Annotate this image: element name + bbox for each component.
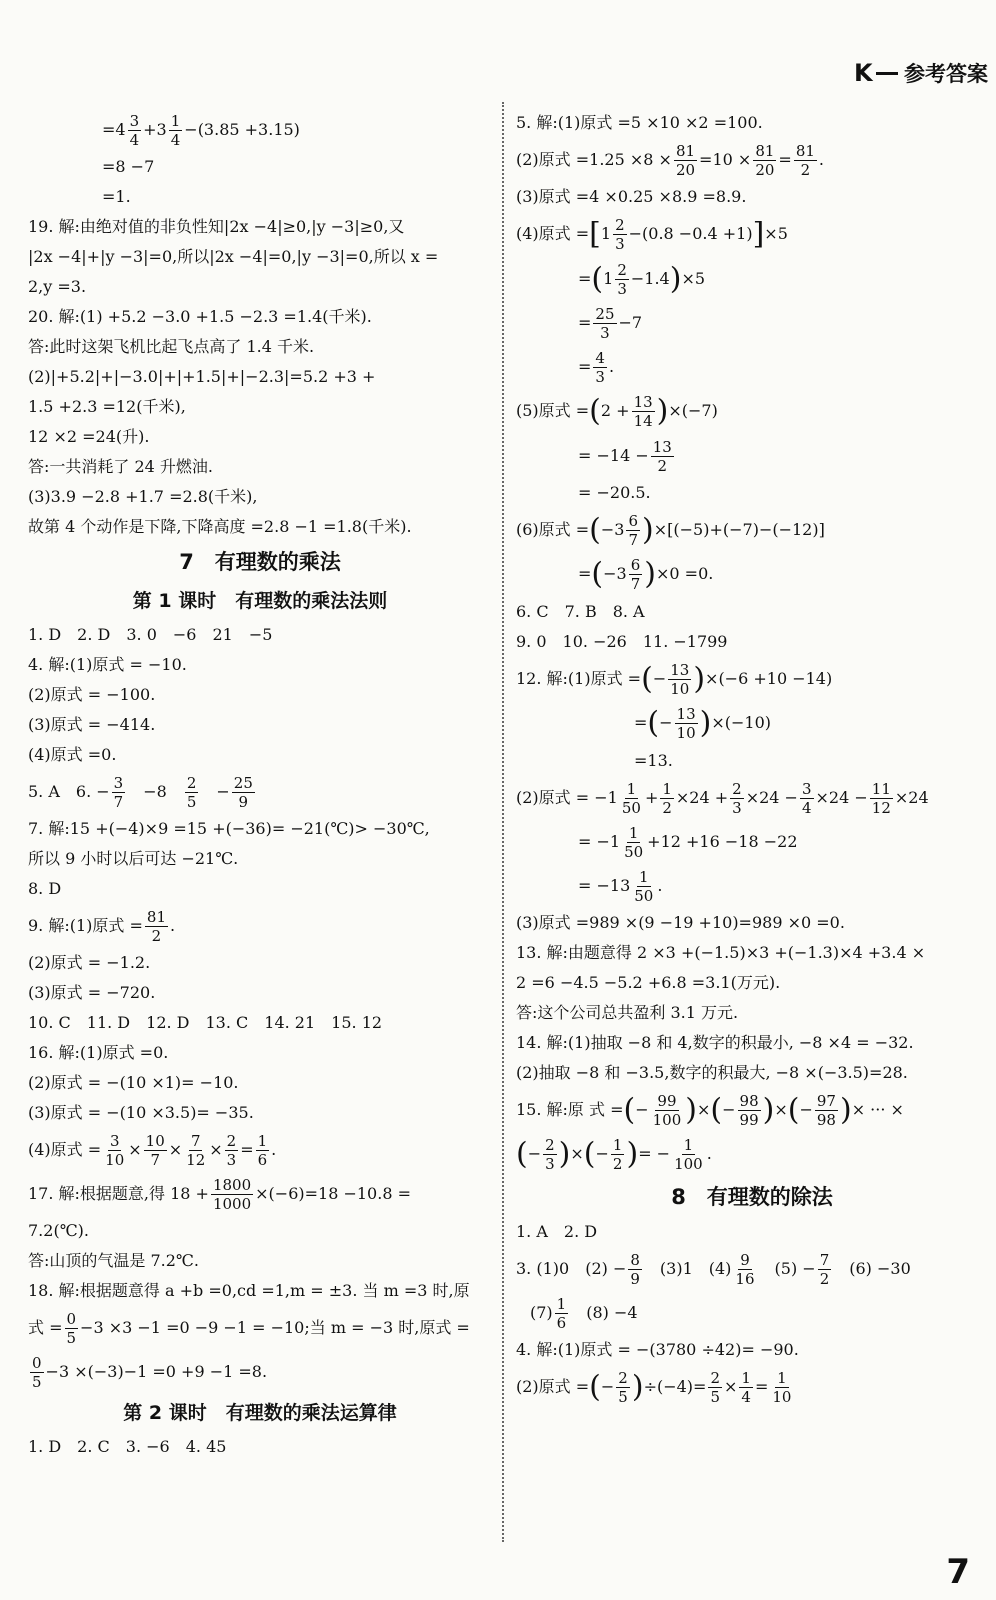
left-column — [28, 108, 492, 1580]
answer-line: 20. 解:(1) +5.2 −3.0 +1.5 −2.3 =1.4(千米). — [28, 307, 372, 326]
answer-line: 9. 0 10. −26 11. −1799 — [516, 631, 728, 651]
answer-line: 12 ×2 =24(升). — [28, 427, 150, 446]
answer-line: (3)原式 =4 ×0.25 ×8.9 =8.9. — [516, 187, 747, 206]
answer-line: 2 =6 −4.5 −5.2 +6.8 =3.1(万元). — [516, 972, 781, 992]
answer-line: 5. A 6. − $\frac{3}{7}$ −8 $\frac{2}{5}$ − $\frac{25}{9}$ — [28, 774, 253, 811]
answer-line: (4)原式 =[1 $\frac{2}{3}$ −(0.8 −0.4 +1)]×5 — [516, 216, 788, 253]
answer-line: 14. 解:(1)抽取 −8 和 4,数字的积最小, −8 ×4 = −32. — [516, 1032, 914, 1052]
answer-line: 2,y =3. — [28, 277, 87, 296]
answer-line: (3)原式 =989 ×(9 −19 +10)=989 ×0 =0. — [516, 912, 845, 932]
answer-line: 8. D — [28, 879, 62, 898]
answer-line: (6)原式 =(−3 $\frac{6}{7}$ )×[(−5)+(−7)−(−12)] — [516, 511, 825, 549]
answer-line: 式 = $\frac{0}{5}$ −3 ×3 −1 =0 −9 −1 = −10;当 m = −3 时,原式 = — [28, 1310, 470, 1347]
answer-line: =(1 $\frac{2}{3}$ −1.4)×5 — [578, 260, 706, 298]
answer-line: = $\frac{25}{3}$ −7 — [578, 305, 643, 342]
answer-line: 18. 解:根据题意得 a +b =0,cd =1,m = ±3. 当 m =3 时,原 — [28, 1281, 470, 1300]
header-title: 参考答案 — [904, 62, 988, 86]
answer-line: (2)原式 = −(10 ×1)= −10. — [28, 1073, 239, 1092]
answer-line: (2)原式 = −1.2. — [28, 953, 151, 972]
answer-line: 19. 解:由绝对值的非负性知|2x −4|≥0,|y −3|≥0,又 — [28, 217, 405, 236]
answer-line: 12. 解:(1)原式 =(− $\frac{13}{10}$ )×(−6 +10 −14) — [516, 660, 833, 698]
answer-line: (3)原式 = −(10 ×3.5)= −35. — [28, 1103, 254, 1122]
answer-line: 故第 4 个动作是下降,下降高度 =2.8 −1 =1.8(千米). — [28, 517, 412, 536]
answer-line: 答:山顶的气温是 7.2℃. — [28, 1251, 199, 1270]
answer-line: (3)3.9 −2.8 +1.7 =2.8(千米), — [28, 487, 258, 506]
answer-line: 4. 解:(1)原式 = −10. — [28, 655, 187, 674]
answer-line: (− $\frac{2}{3}$ )×(− $\frac{1}{2}$ )= − $\frac{1}{100}$ . — [516, 1136, 712, 1173]
answer-line: (2)原式 =1.25 ×8 × $\frac{81}{20}$ =10 × $\frac{81}{20}$ = $\frac{81}{2}$ . — [516, 142, 824, 179]
answer-line: 13. 解:由题意得 2 ×3 +(−1.5)×3 +(−1.3)×4 +3.4 × — [516, 942, 926, 962]
answer-line: (3)原式 = −720. — [28, 983, 156, 1002]
answer-line: 1. A 2. D — [516, 1221, 598, 1241]
answer-line: 1. D 2. C 3. −6 4. 45 — [28, 1437, 227, 1456]
answer-line: =(−3 $\frac{6}{7}$ )×0 =0. — [578, 556, 714, 593]
answer-line: (2)原式 =(− $\frac{2}{5}$ )÷(−4)= $\frac{2}{5}$ × $\frac{1}{4}$ = $\frac{1}{10}$ — [516, 1368, 792, 1406]
answer-line: 所以 9 小时以后可达 −21℃. — [28, 849, 239, 868]
answer-line: (4)原式 =0. — [28, 745, 117, 764]
lesson-title-1: 第 1 课时 有理数的乘法法则 — [132, 590, 388, 612]
answer-line: 答:此时这架飞机比起飞点高了 1.4 千米. — [28, 337, 315, 356]
answer-line: $\frac{0}{5}$ −3 ×(−3)−1 =0 +9 −1 =8. — [32, 1354, 268, 1391]
page-header — [854, 58, 988, 88]
answer-line: (3)原式 = −414. — [28, 715, 156, 734]
column-divider — [502, 102, 504, 1542]
answer-line: 4. 解:(1)原式 = −(3780 ÷42)= −90. — [516, 1339, 799, 1359]
answer-line: = −13 $\frac{1}{50}$ . — [578, 867, 663, 905]
answer-line: (7) $\frac{1}{6}$ (8) −4 — [530, 1294, 638, 1332]
answer-line: 1.5 +2.3 =12(千米), — [28, 397, 186, 416]
answer-line: 9. 解:(1)原式 = $\frac{81}{2}$ . — [28, 908, 176, 945]
brand-logo-icon: K — [854, 62, 898, 84]
answer-line: = $\frac{4}{3}$ . — [578, 349, 615, 386]
page-number: 7 — [946, 1552, 970, 1592]
answer-line: 10. C 11. D 12. D 13. C 14. 21 15. 12 — [28, 1013, 383, 1032]
answer-line: |2x −4|+|y −3|=0,所以|2x −4|=0,|y −3|=0,所以 x = — [28, 247, 439, 266]
answer-line: =4 $\frac{3}{4}$ +3 $\frac{1}{4}$ −(3.85 +3.15) — [102, 112, 300, 149]
answer-line: (2)抽取 −8 和 −3.5,数字的积最大, −8 ×(−3.5)=28. — [516, 1062, 908, 1082]
lesson-title-2: 第 2 课时 有理数的乘法运算律 — [123, 1402, 397, 1424]
answer-line: 15. 解:原 式 =(− $\frac{99}{100}$ )×(− $\frac{98}{99}$ )×(− $\frac{97}{98}$ )× ··· × — [516, 1091, 904, 1129]
answer-line: 7. 解:15 +(−4)×9 =15 +(−36)= −21(℃)> −30℃, — [28, 819, 430, 838]
answer-line: 5. 解:(1)原式 =5 ×10 ×2 =100. — [516, 113, 763, 132]
answer-line: 17. 解:根据题意,得 18 + $\frac{1800}{1000}$ ×(−6)=18 −10.8 = — [28, 1176, 411, 1213]
answer-line: = −14 − $\frac{13}{2}$ — [578, 437, 672, 475]
answer-line: (2)原式 = −1 $\frac{1}{50}$ + $\frac{1}{2}$ ×24 + $\frac{2}{3}$ ×24 − $\frac{3}{4}$ ×24 − $\frac{11}{12}$ ×24 — [516, 779, 929, 817]
answer-line: 答:这个公司总共盈利 3.1 万元. — [516, 1002, 739, 1022]
answer-line: 1. D 2. D 3. 0 −6 21 −5 — [28, 625, 273, 644]
answer-line: =13. — [634, 750, 673, 770]
answer-line: (2)|+5.2|+|−3.0|+|+1.5|+|−2.3|=5.2 +3 + — [28, 367, 376, 386]
answer-line: 7.2(℃). — [28, 1221, 89, 1240]
answer-line: (4)原式 = $\frac{3}{10}$ × $\frac{10}{7}$ × $\frac{7}{12}$ × $\frac{2}{3}$ = $\frac{1}{6}$ . — [28, 1132, 277, 1169]
answer-line: =1. — [102, 187, 131, 206]
answer-line: 6. C 7. B 8. A — [516, 601, 645, 621]
answer-line: 答:一共消耗了 24 升燃油. — [28, 457, 214, 476]
answer-line: =8 −7 — [102, 157, 155, 176]
section-title-7: 7 有理数的乘法 — [179, 550, 341, 574]
answer-line: = −20.5. — [578, 482, 651, 502]
answer-line: =(− $\frac{13}{10}$ )×(−10) — [634, 705, 771, 742]
section-title-8: 8 有理数的除法 — [671, 1184, 833, 1209]
right-column — [516, 108, 988, 1580]
answer-line: (2)原式 = −100. — [28, 685, 156, 704]
answer-line: (5)原式 =(2 + $\frac{13}{14}$ )×(−7) — [516, 393, 718, 430]
answer-line: 16. 解:(1)原式 =0. — [28, 1043, 169, 1062]
answer-line: = −1 $\frac{1}{50}$ +12 +16 −18 −22 — [578, 823, 798, 861]
answer-line: 3. (1)0 (2) − $\frac{8}{9}$ (3)1 (4) $\frac{9}{16}$ (5) − $\frac{7}{2}$ (6) −30 — [516, 1250, 911, 1288]
